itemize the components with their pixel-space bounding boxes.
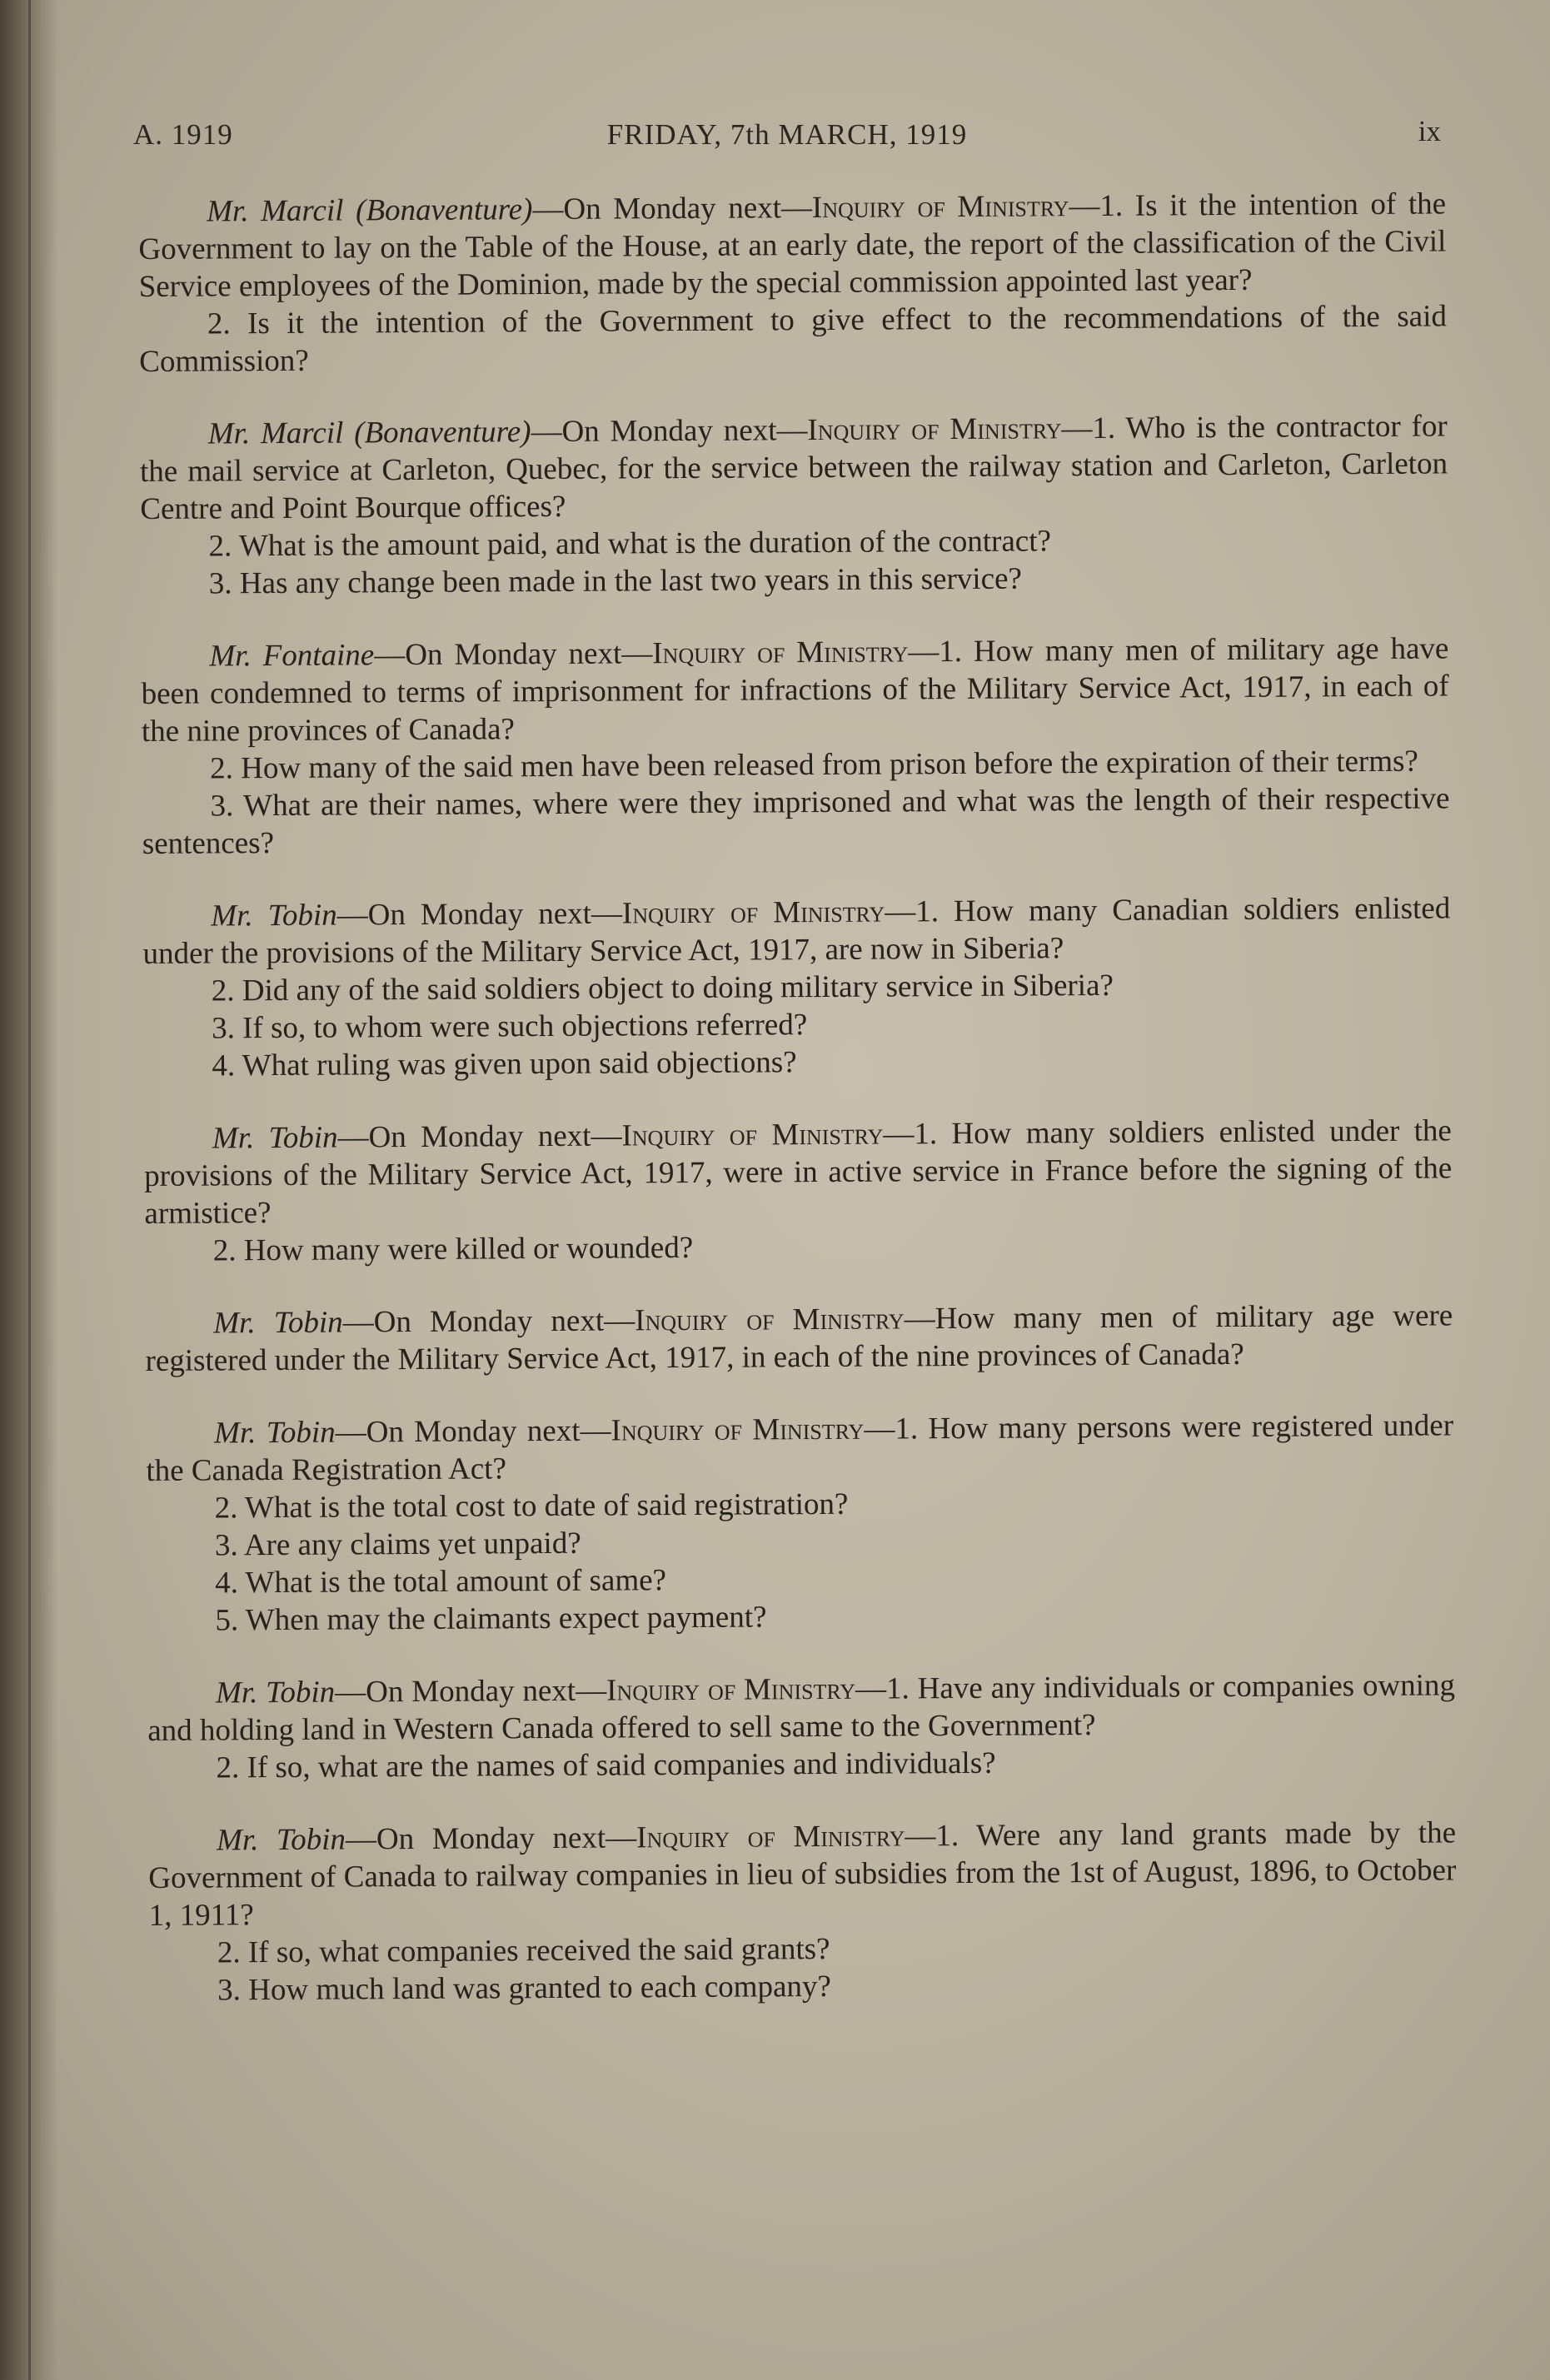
member-name: Mr. Tobin	[215, 1675, 336, 1710]
question-part: 2. How many of the said men have been released from prison before the expiration of their terms?	[210, 744, 1419, 786]
question-part: 3. Are any claims yet unpaid?	[214, 1526, 581, 1563]
inquiry-kind: Inquiry of Ministry	[606, 1671, 856, 1708]
question-intro-paragraph	[138, 185, 1447, 306]
question-part: 3. If so, to whom were such objections referred?	[212, 1008, 808, 1046]
question-intro-text: —1. Have any individuals or companies owning and holding land in Western Canada offered to sell same to the Government?	[147, 1668, 1456, 1748]
question-part: 2. What is the amount paid, and what is the duration of the contract?	[208, 524, 1052, 564]
question-part: 3. Has any change been made in the last two years in this service?	[208, 561, 1023, 601]
question-part: 3. How much land was granted to each company?	[217, 1969, 831, 2008]
question-intro-text: —1. How many men of military age have been condemned to terms of imprisonment for infractions of the Military Service Act, 1917, in each of the nine provinces of Canada?	[141, 631, 1449, 749]
question-intro-paragraph	[140, 407, 1448, 528]
question-intro-paragraph	[148, 1814, 1457, 1934]
question-part: 3. What are their names, where were they imprisoned and what was the length of their respective sentences?	[142, 781, 1450, 861]
question-intro-paragraph	[147, 1666, 1456, 1750]
notice-day: —On Monday next—	[345, 1820, 637, 1857]
member-name: Mr. Marcil (Bonaventure)	[207, 415, 531, 451]
question-block	[145, 1297, 1453, 1380]
inquiry-kind: Inquiry of Ministry	[811, 189, 1069, 226]
question-part: 2. If so, what companies received the said grants?	[217, 1931, 830, 1970]
notice-day: —On Monday next—	[335, 1673, 607, 1710]
question-block	[146, 1407, 1455, 1640]
question-block	[140, 407, 1448, 603]
inquiry-kind: Inquiry of Ministry	[621, 1117, 884, 1153]
notice-day: —On Monday next—	[337, 1118, 622, 1155]
member-name: Mr. Fontaine	[209, 638, 375, 674]
question-intro-text: —How many men of military age were registered under the Military Service Act, 1917, in each of the nine provinces of Canada?	[145, 1298, 1453, 1378]
question-intro-paragraph	[141, 630, 1449, 750]
notice-day: —On Monday next—	[336, 896, 623, 933]
question-intro-paragraph	[142, 889, 1451, 973]
question-intro-paragraph	[144, 1112, 1453, 1232]
question-block	[147, 1666, 1456, 1787]
question-part: 2. What is the total cost to date of said registration?	[214, 1486, 849, 1526]
question-part: 4. What is the total amount of same?	[215, 1563, 667, 1601]
member-name: Mr. Tobin	[212, 1120, 338, 1156]
question-part: 2. Is it the intention of the Government to give effect to the recommendations of the said Commission?	[139, 299, 1448, 379]
notice-day: —On Monday next—	[342, 1303, 635, 1340]
question-part: 2. Did any of the said soldiers object to doing military service in Siberia?	[211, 968, 1114, 1008]
member-name: Mr. Tobin	[213, 1415, 336, 1451]
page-number: ix	[1418, 115, 1441, 147]
member-name: Mr. Marcil (Bonaventure)	[207, 192, 533, 229]
member-name: Mr. Tobin	[213, 1305, 343, 1341]
question-intro-paragraph	[145, 1297, 1453, 1380]
notice-day: —On Monday next—	[374, 636, 653, 673]
member-name: Mr. Tobin	[211, 898, 337, 934]
question-block	[148, 1814, 1457, 2009]
inquiry-kind: Inquiry of Ministry	[635, 1302, 905, 1338]
session-label: A. 1919	[133, 118, 233, 151]
question-intro-paragraph	[146, 1407, 1454, 1490]
inquiry-kind: Inquiry of Ministry	[611, 1412, 865, 1448]
page-header	[133, 115, 1441, 160]
question-block	[144, 1112, 1453, 1270]
notice-day: —On Monday next—	[335, 1413, 611, 1450]
notice-day: —On Monday next—	[532, 191, 813, 227]
questions-list	[138, 185, 1458, 2044]
question-intro-text: —1. How many Canadian soldiers enlisted under the provisions of the Military Service Act, 1917, are now in Siberia?	[142, 891, 1451, 971]
question-intro-text: —1. How many soldiers enlisted under the provisions of the Military Service Act, 1917, were in active service in France before the signing of the armistice?	[144, 1113, 1453, 1231]
page-date: FRIDAY, 7th MARCH, 1919	[606, 118, 968, 151]
inquiry-kind: Inquiry of Ministry	[636, 1819, 905, 1855]
question-block	[138, 185, 1447, 381]
question-part: 5. When may the claimants expect payment?	[215, 1600, 767, 1638]
notice-day: —On Monday next—	[531, 413, 808, 450]
inquiry-kind: Inquiry of Ministry	[807, 411, 1062, 448]
binding-line	[28, 0, 31, 2380]
inquiry-kind: Inquiry of Ministry	[621, 894, 885, 931]
question-intro-text: —1. How many persons were registered under the Canada Registration Act?	[146, 1408, 1454, 1488]
inquiry-kind: Inquiry of Ministry	[652, 635, 909, 671]
member-name: Mr. Tobin	[216, 1822, 346, 1858]
question-intro-text: —1. Who is the contractor for the mail service at Carleton, Quebec, for the service between the railway station and Carleton, Carleton Centre and Point Bourque offices?	[139, 409, 1448, 526]
question-intro-text: —1. Is it the intention of the Government to lay on the Table of the House, at an early date, the report of the classification of the Civil Service employees of the Dominion, made by the special commission appointed last year?	[138, 187, 1447, 304]
question-part: 2. If so, what are the names of said companies and individuals?	[216, 1745, 996, 1785]
question-part: 4. What ruling was given upon said objections?	[212, 1045, 797, 1083]
question-intro-text: —1. Were any land grants made by the Government of Canada to railway companies in lieu of subsidies from the 1st of August, 1896, to October 1, 1911?	[148, 1815, 1457, 1933]
question-block	[141, 630, 1450, 863]
question-block	[142, 889, 1451, 1085]
question-part: 2. How many were killed or wounded?	[212, 1230, 694, 1268]
